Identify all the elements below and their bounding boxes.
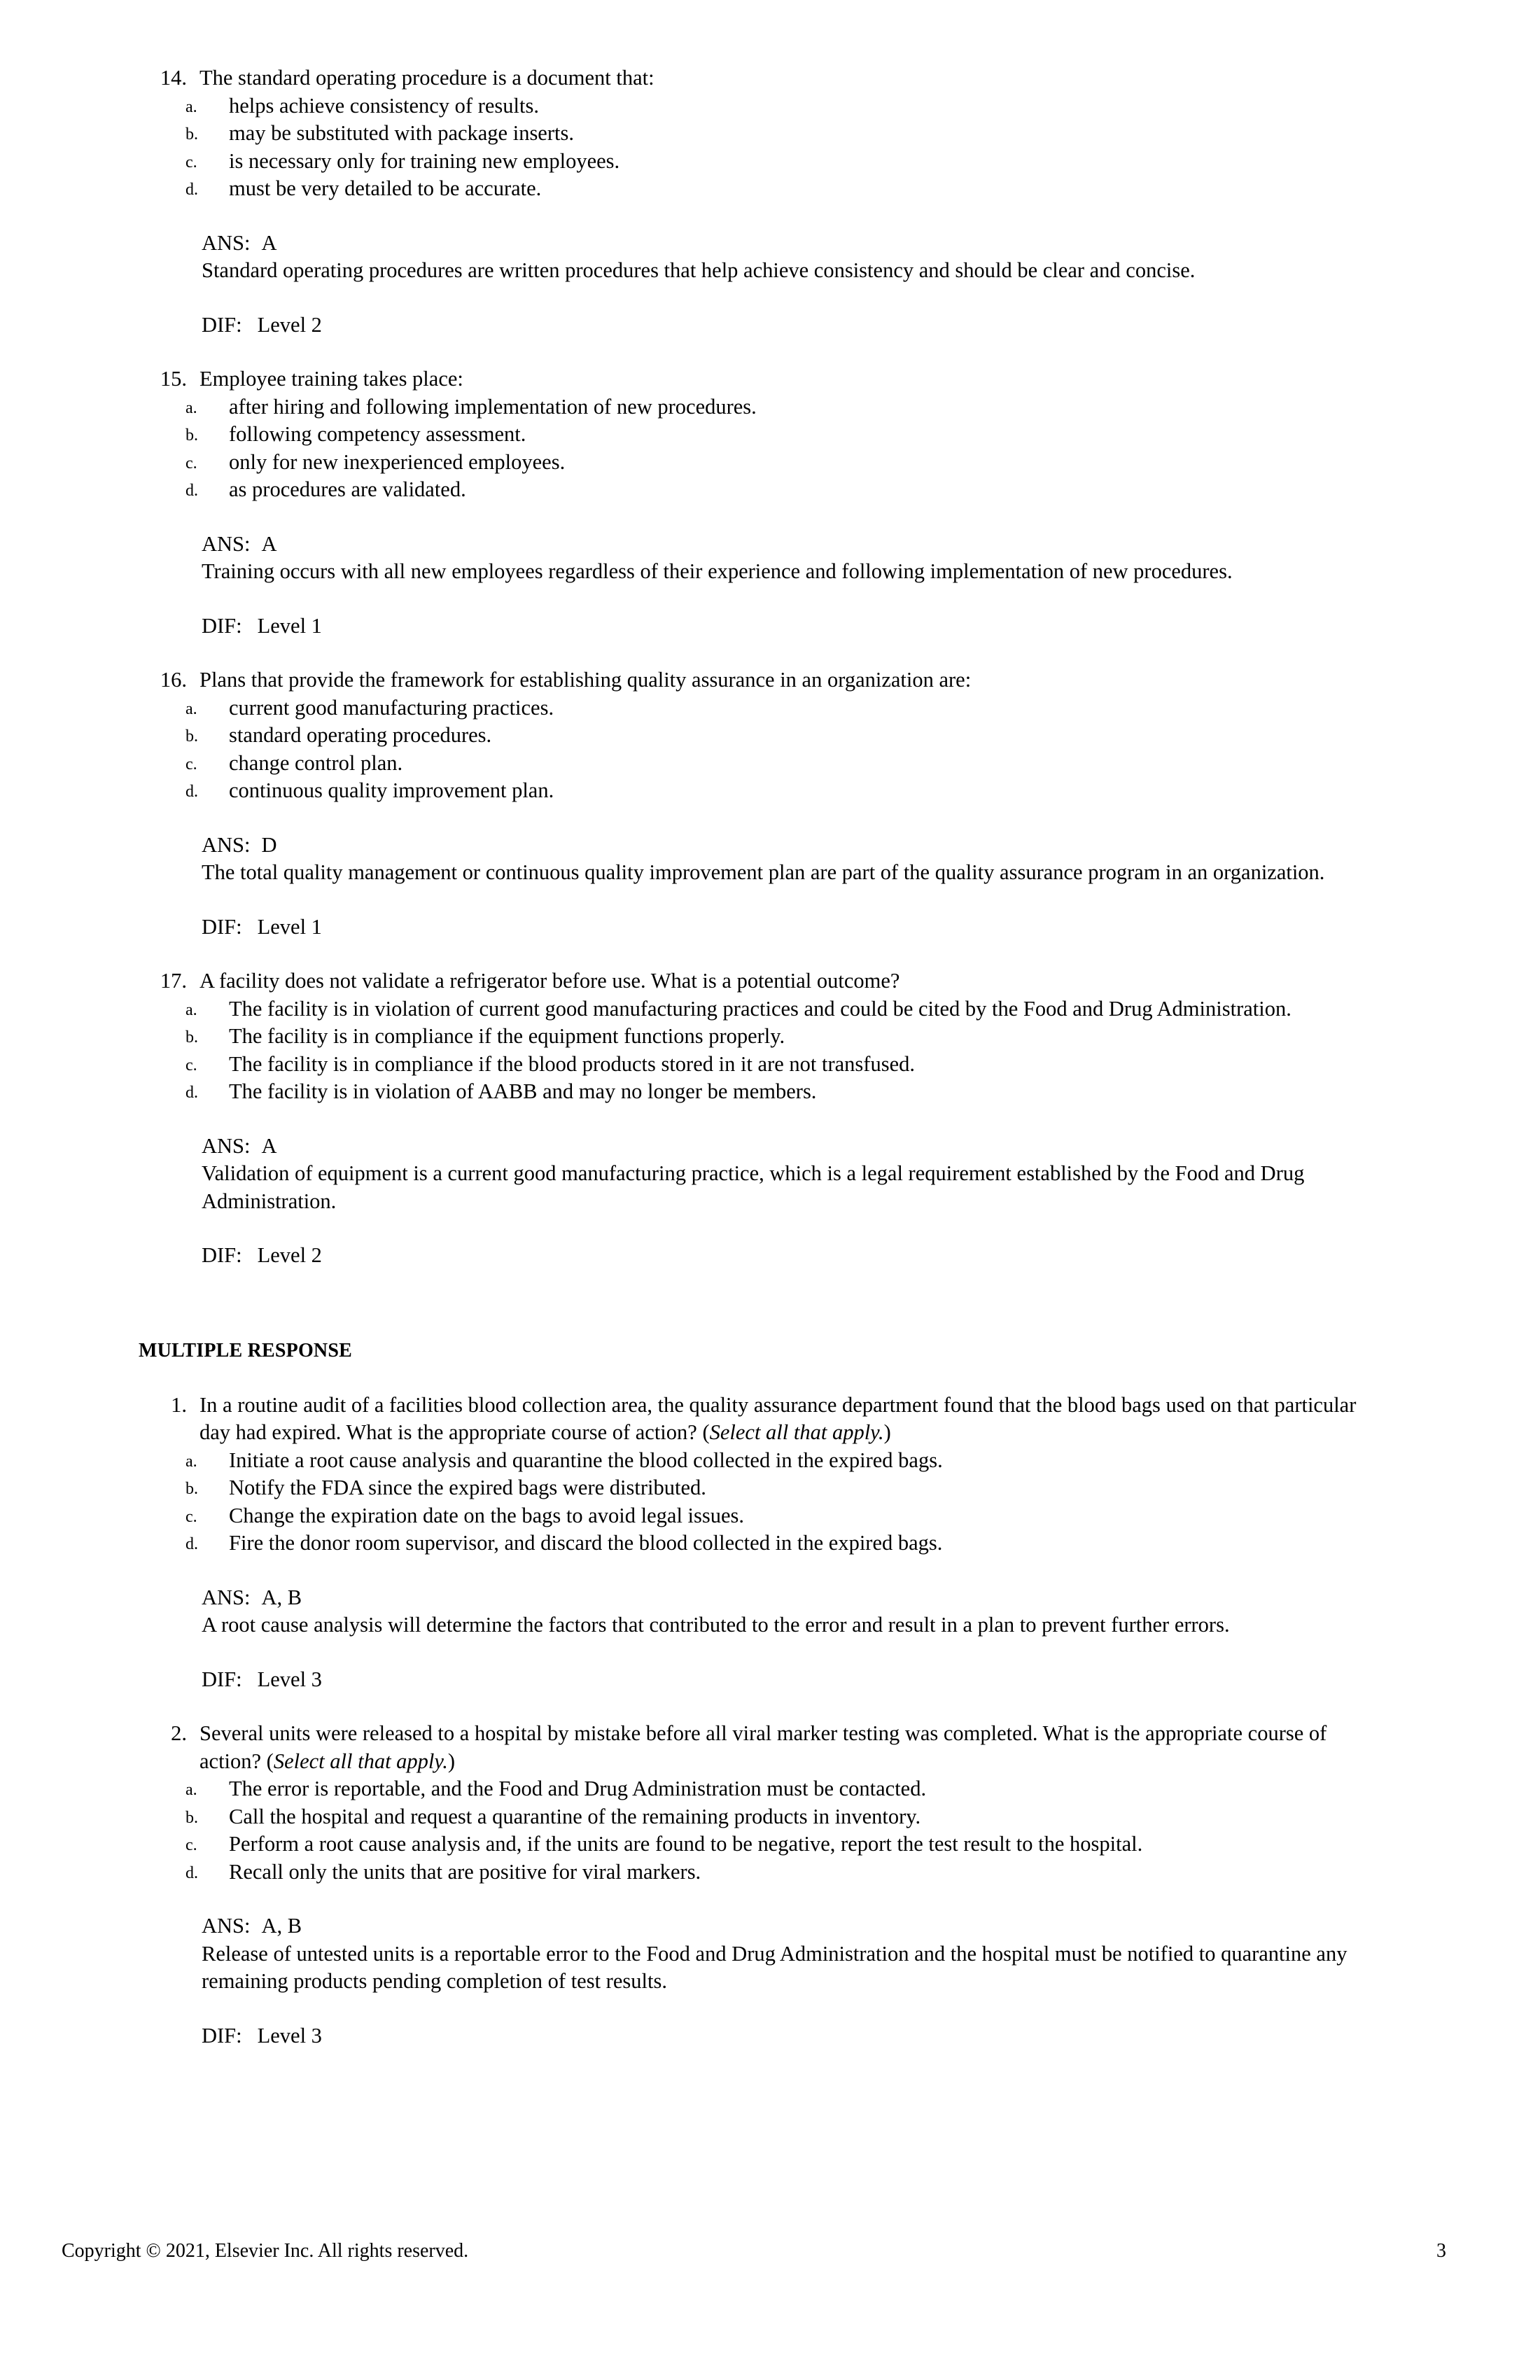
difficulty-value: Level 3 xyxy=(257,1667,322,1691)
section-heading: MULTIPLE RESPONSE xyxy=(139,1339,353,1362)
answer-option-text: may be substituted with package inserts. xyxy=(229,121,574,145)
answer-option-text: Perform a root cause analysis and, if the units are found to be negative, report the test result to the hospital. xyxy=(229,1832,1143,1856)
answer-rationale: The total quality management or continuous quality improvement plan are part of the quality assurance program in an organization. xyxy=(202,860,1325,884)
answer-option-list xyxy=(0,694,1540,805)
answer-option-letter: a. xyxy=(186,398,197,417)
question-stem-text: A facility does not validate a refrigerator before use. What is a potential outcome? xyxy=(200,969,900,993)
answer-option[interactable] xyxy=(0,1078,1540,1106)
answer-rationale: Validation of equipment is a current good manufacturing practice, which is a legal requirement established by the Food and Drug Administration. xyxy=(202,1161,1305,1213)
question-number: 1. xyxy=(171,1392,187,1417)
question-stem xyxy=(0,365,1540,393)
answer-option[interactable] xyxy=(0,120,1540,148)
answer-line xyxy=(0,1584,1540,1612)
spacer xyxy=(0,1886,1540,1912)
answer-option-letter: c. xyxy=(186,1056,197,1074)
answer-value: D xyxy=(261,832,277,857)
answer-option[interactable] xyxy=(0,1474,1540,1502)
answer-option[interactable] xyxy=(0,1830,1540,1858)
answer-option-list xyxy=(0,995,1540,1106)
answer-option-letter: b. xyxy=(186,125,198,144)
difficulty-value: Level 2 xyxy=(257,1243,322,1267)
answer-option[interactable] xyxy=(0,1858,1540,1886)
answer-option[interactable] xyxy=(0,694,1540,722)
answer-option[interactable] xyxy=(0,722,1540,750)
answer-option[interactable] xyxy=(0,393,1540,421)
answer-option[interactable] xyxy=(0,421,1540,449)
page-number: 3 xyxy=(1436,2240,1446,2262)
difficulty-label: DIF: xyxy=(202,1667,242,1691)
answer-option-letter: c. xyxy=(186,153,197,172)
spacer xyxy=(0,1215,1540,1242)
question-block xyxy=(0,967,1540,1296)
difficulty-value: Level 1 xyxy=(257,914,322,939)
answer-label: ANS: xyxy=(202,832,251,857)
answer-line xyxy=(0,230,1540,258)
difficulty-value: Level 3 xyxy=(257,2023,322,2047)
answer-option-letter: c. xyxy=(186,1507,197,1526)
answer-option-letter: a. xyxy=(186,699,197,718)
answer-option[interactable] xyxy=(0,777,1540,805)
answer-option-text: Change the expiration date on the bags to avoid legal issues. xyxy=(229,1503,745,1527)
answer-option-text: Notify the FDA since the expired bags were distributed. xyxy=(229,1476,706,1499)
answer-option-letter: c. xyxy=(186,1836,197,1854)
answer-option[interactable] xyxy=(0,1775,1540,1803)
difficulty-line xyxy=(0,2022,1540,2050)
answer-option-text: Fire the donor room supervisor, and discard the blood collected in the expired bags. xyxy=(229,1531,943,1555)
difficulty-line xyxy=(0,612,1540,640)
answer-option-letter: c. xyxy=(186,755,197,774)
answer-option-letter: d. xyxy=(186,482,198,500)
answer-label: ANS: xyxy=(202,230,251,255)
answer-option[interactable] xyxy=(0,1023,1540,1051)
spacer xyxy=(0,1639,1540,1666)
difficulty-line xyxy=(0,312,1540,340)
answer-option-text: is necessary only for training new employees. xyxy=(229,148,620,173)
question-number: 16. xyxy=(160,668,187,692)
answer-rationale: Release of untested units is a reportable error to the Food and Drug Administration and the hospital must be notified to quarantine any remaining products pending completion of test results. xyxy=(202,1941,1348,1993)
answer-label: ANS: xyxy=(202,1585,251,1609)
spacer xyxy=(0,1558,1540,1584)
answer-option-text: change control plan. xyxy=(229,750,403,775)
answer-option-letter: b. xyxy=(186,727,198,746)
answer-option-text: as procedures are validated. xyxy=(229,477,466,501)
answer-option-text: only for new inexperienced employees. xyxy=(229,449,566,474)
answer-option-letter: a. xyxy=(186,1452,197,1471)
answer-value: A, B xyxy=(261,1585,302,1609)
answer-option-letter: b. xyxy=(186,1808,198,1827)
spacer xyxy=(0,285,1540,312)
answer-label: ANS: xyxy=(202,1133,251,1158)
answer-option[interactable] xyxy=(0,1051,1540,1079)
question-stem-instruction: Select all that apply. xyxy=(709,1420,884,1444)
question-stem-instruction: Select all that apply. xyxy=(273,1749,448,1773)
answer-option-text: The facility is in violation of AABB and may no longer be members. xyxy=(229,1079,817,1103)
answer-option-text: Initiate a root cause analysis and quarantine the blood collected in the expired bags. xyxy=(229,1448,943,1472)
answer-option-list xyxy=(0,393,1540,504)
question-number: 14. xyxy=(160,66,187,90)
section-spacer xyxy=(0,1364,1540,1392)
answer-option[interactable] xyxy=(0,175,1540,203)
difficulty-value: Level 1 xyxy=(257,613,322,638)
question-stem-text: Employee training takes place: xyxy=(200,367,463,391)
answer-option-text: The facility is in compliance if the equipment functions properly. xyxy=(229,1024,785,1048)
difficulty-line xyxy=(0,1666,1540,1694)
answer-option-text: The facility is in compliance if the blood products stored in it are not transfused. xyxy=(229,1051,915,1076)
difficulty-label: DIF: xyxy=(202,613,242,638)
question-stem-text: Plans that provide the framework for establishing quality assurance in an organization are: xyxy=(200,668,972,692)
question-stem xyxy=(0,1720,1540,1775)
question-stem xyxy=(0,666,1540,694)
answer-option-text: continuous quality improvement plan. xyxy=(229,778,554,802)
difficulty-value: Level 2 xyxy=(257,312,322,337)
answer-option-text: must be very detailed to be accurate. xyxy=(229,176,542,200)
question-number: 17. xyxy=(160,969,187,993)
answer-option[interactable] xyxy=(0,476,1540,504)
page-footer xyxy=(0,2237,1540,2268)
answer-option[interactable] xyxy=(0,1447,1540,1475)
answer-value: A xyxy=(261,1133,277,1158)
spacer xyxy=(0,586,1540,612)
answer-value: A xyxy=(261,531,277,556)
answer-option-text: after hiring and following implementation of new procedures. xyxy=(229,394,757,419)
spacer xyxy=(0,2050,1540,2076)
spacer xyxy=(0,805,1540,832)
question-stem xyxy=(0,967,1540,995)
answer-option-list xyxy=(0,1775,1540,1886)
spacer xyxy=(0,203,1540,230)
answer-option-text: Recall only the units that are positive for viral markers. xyxy=(229,1859,701,1884)
answer-option[interactable] xyxy=(0,1530,1540,1558)
question-stem xyxy=(0,64,1540,92)
answer-line xyxy=(0,531,1540,559)
answer-option-list xyxy=(0,1447,1540,1558)
answer-rationale: A root cause analysis will determine the factors that contributed to the error and result in a plan to prevent further errors. xyxy=(202,1613,1230,1637)
answer-option-letter: c. xyxy=(186,454,197,472)
answer-option-text: following competency assessment. xyxy=(229,422,526,446)
spacer xyxy=(0,1693,1540,1720)
answer-line xyxy=(0,832,1540,860)
top-margin-spacer xyxy=(0,0,1540,64)
answer-option-letter: d. xyxy=(186,1535,198,1553)
answer-value: A, B xyxy=(261,1914,302,1938)
spacer xyxy=(0,887,1540,913)
difficulty-label: DIF: xyxy=(202,2023,242,2047)
question-stem-text-tail: ) xyxy=(883,1420,891,1444)
answer-option-text: The facility is in violation of current good manufacturing practices and could be cited by the Food and Drug Administration. xyxy=(229,996,1292,1021)
question-stem xyxy=(0,1392,1540,1447)
answer-label: ANS: xyxy=(202,1914,251,1938)
spacer xyxy=(0,339,1540,365)
spacer xyxy=(0,640,1540,666)
question-number: 2. xyxy=(171,1721,187,1745)
answer-line xyxy=(0,1912,1540,1940)
question-block xyxy=(0,1720,1540,2076)
question-stem-text: In a routine audit of a facilities blood collection area, the quality assurance department found that the blood bags used on that particular day had expired. What is the appropriate course of action? ( xyxy=(200,1392,1357,1444)
answer-rationale: Training occurs with all new employees regardless of their experience and following implementation of new procedures. xyxy=(202,559,1233,583)
answer-option[interactable] xyxy=(0,1803,1540,1831)
answer-option-text: standard operating procedures. xyxy=(229,723,492,747)
answer-option[interactable] xyxy=(0,1502,1540,1530)
answer-option-letter: a. xyxy=(186,1000,197,1019)
difficulty-label: DIF: xyxy=(202,914,242,939)
spacer xyxy=(0,1270,1540,1296)
answer-option-text: The error is reportable, and the Food and Drug Administration must be contacted. xyxy=(229,1777,927,1800)
section-spacer xyxy=(0,1296,1540,1338)
answer-rationale: Standard operating procedures are written procedures that help achieve consistency and should be clear and concise. xyxy=(202,258,1196,282)
difficulty-line xyxy=(0,913,1540,941)
question-stem-text: The standard operating procedure is a document that: xyxy=(200,66,654,90)
copyright-notice: Copyright © 2021, Elsevier Inc. All rights reserved. xyxy=(62,2240,469,2262)
question-number: 15. xyxy=(160,367,187,391)
spacer xyxy=(0,1996,1540,2022)
difficulty-label: DIF: xyxy=(202,312,242,337)
answer-option-letter: b. xyxy=(186,1480,198,1498)
question-stem-text-tail: ) xyxy=(447,1749,456,1773)
answer-option[interactable] xyxy=(0,750,1540,778)
question-block xyxy=(0,365,1540,666)
answer-option[interactable] xyxy=(0,449,1540,477)
answer-option-letter: a. xyxy=(186,1781,197,1799)
answer-option-letter: d. xyxy=(186,181,198,199)
spacer xyxy=(0,1106,1540,1133)
question-stem-text: Several units were released to a hospital by mistake before all viral marker testing was completed. What is the appropriate course of action? ( xyxy=(200,1721,1327,1773)
answer-option-letter: d. xyxy=(186,1863,198,1882)
answer-option-letter: a. xyxy=(186,97,197,116)
answer-option-letter: d. xyxy=(186,783,198,801)
answer-option-list xyxy=(0,92,1540,203)
answer-option-letter: b. xyxy=(186,426,198,444)
answer-option[interactable] xyxy=(0,995,1540,1023)
difficulty-label: DIF: xyxy=(202,1243,242,1267)
answer-value: A xyxy=(261,230,277,255)
answer-option-text: Call the hospital and request a quarantine of the remaining products in inventory. xyxy=(229,1804,921,1828)
answer-label: ANS: xyxy=(202,531,251,556)
spacer xyxy=(0,941,1540,967)
difficulty-line xyxy=(0,1242,1540,1270)
answer-option-letter: d. xyxy=(186,1084,198,1102)
question-block xyxy=(0,64,1540,365)
answer-option-letter: b. xyxy=(186,1028,198,1046)
question-block xyxy=(0,1392,1540,1721)
answer-option[interactable] xyxy=(0,148,1540,176)
question-block xyxy=(0,666,1540,967)
answer-option-text: helps achieve consistency of results. xyxy=(229,93,539,118)
answer-option-text: current good manufacturing practices. xyxy=(229,695,554,720)
spacer xyxy=(0,504,1540,531)
answer-line xyxy=(0,1133,1540,1161)
answer-option[interactable] xyxy=(0,92,1540,120)
